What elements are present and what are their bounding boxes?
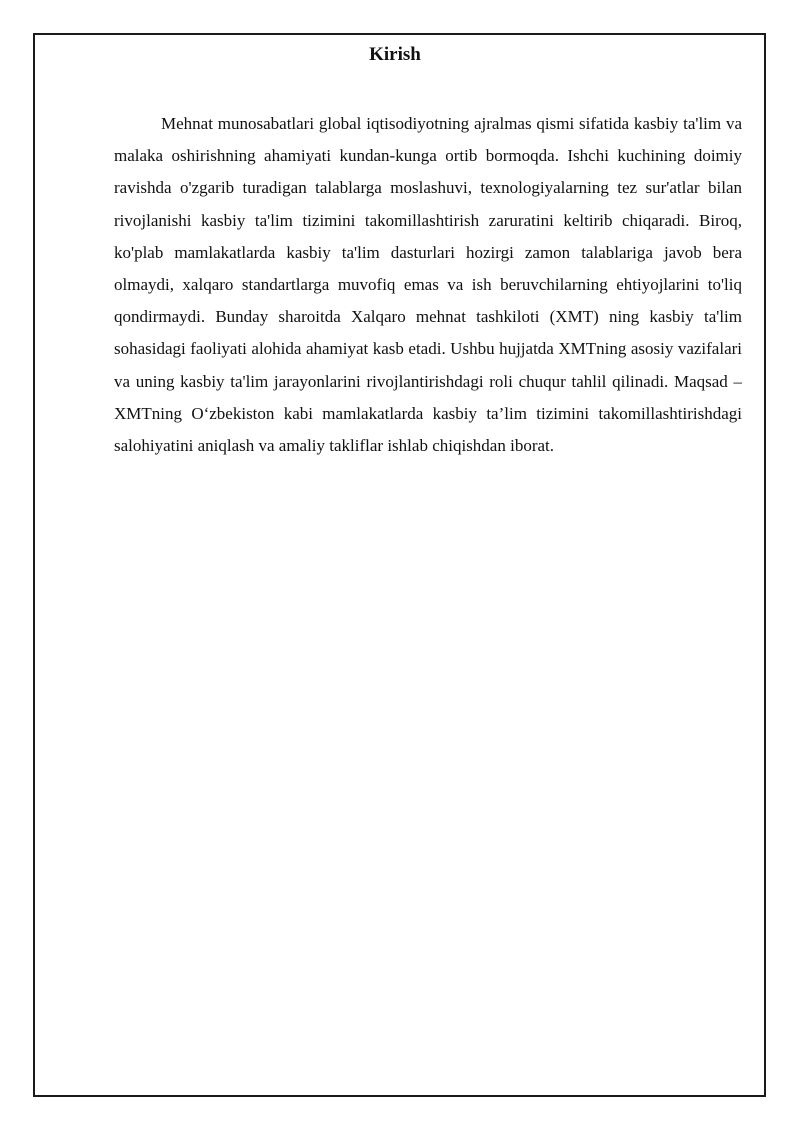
page-title: Kirish xyxy=(369,44,421,65)
intro-paragraph: Mehnat munosabatlari global iqtisodiyotning ajralmas qismi sifatida kasbiy ta'lim va malaka oshirishning ahamiyati kundan-kunga ortib bormoqda. Ishchi kuchining doimiy ravishda o'zgarib turadigan talablarga moslashuvi, texnologiyalarning tez sur'atlar bilan rivojlanishi kasbiy ta'lim tizimini takomillashtirish zaruratini keltirib chiqaradi. Biroq, ko'plab mamlakatlarda kasbiy ta'lim dasturlari hozirgi zamon talablariga javob bera olmaydi, xalqaro standartlarga muvofiq emas va ish beruvchilarning ehtiyojlarini to'liq qondirmaydi. Bunday sharoitda Xalqaro mehnat tashkiloti (XMT) ning kasbiy ta'lim sohasidagi faoliyati alohida ahamiyat kasb etadi. Ushbu hujjatda XMTning asosiy vazifalari va uning kasbiy ta'lim jarayonlarini rivojlantirishdagi roli chuqur tahlil qilinadi. Maqsad – XMTning O‘zbekiston kabi mamlakatlarda kasbiy ta’lim tizimini takomillashtirishdagi salohiyatini aniqlash va amaliy takliflar ishlab chiqishdan iborat. xyxy=(114,114,742,456)
